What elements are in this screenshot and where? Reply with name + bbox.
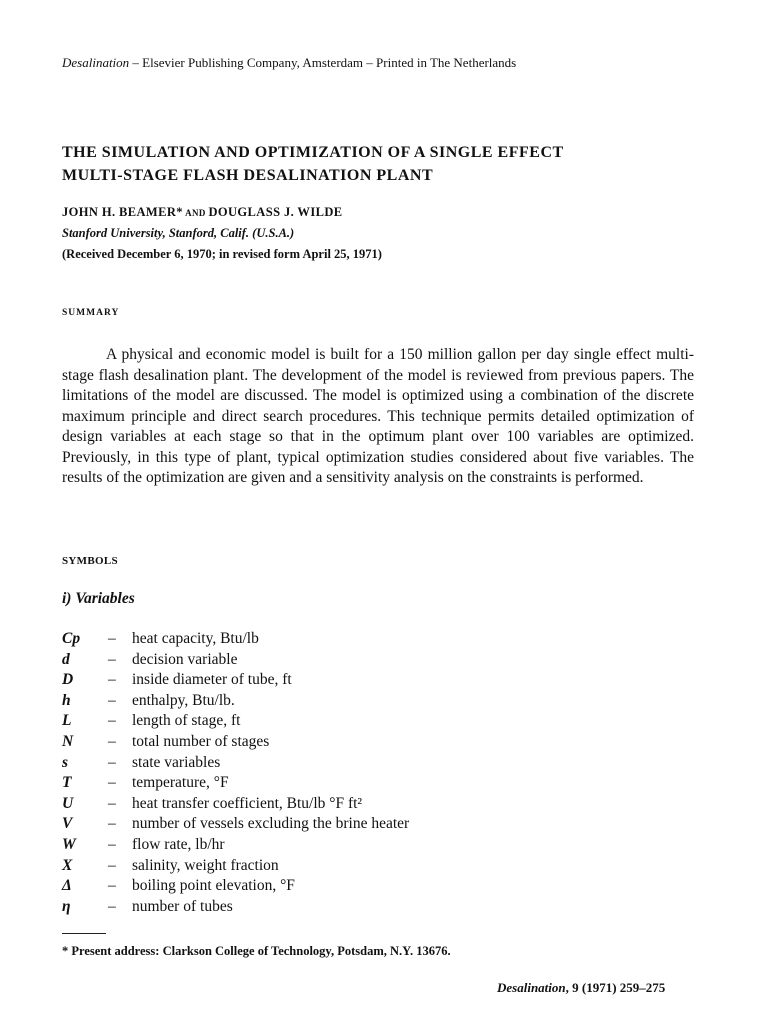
symbol: W — [62, 835, 76, 853]
symbol-description: state variables — [132, 753, 221, 771]
symbol-description: heat capacity, Btu/lb — [132, 630, 259, 647]
footer-journal: Desalination — [497, 980, 566, 995]
title-line-1: THE SIMULATION AND OPTIMIZATION OF A SINGLE EFFECT — [62, 144, 564, 161]
received-date: (Received December 6, 1970; in revised form April 25, 1971) — [62, 247, 382, 261]
header-publisher: – Elsevier Publishing Company, Amsterdam – Printed in The Netherlands — [129, 55, 517, 70]
variables-heading: i) Variables — [62, 590, 135, 607]
symbol: T — [62, 774, 72, 792]
symbol-description: decision variable — [132, 650, 238, 668]
summary-heading: SUMMARY — [62, 308, 120, 318]
symbol: V — [62, 815, 73, 833]
symbol: L — [62, 712, 72, 730]
symbol-row — [62, 835, 662, 856]
symbol: h — [62, 691, 71, 709]
symbol-dash: – — [108, 650, 116, 668]
page-footer — [497, 980, 665, 996]
footer-citation: , 9 (1971) 259–275 — [565, 980, 666, 995]
symbol-description: number of vessels excluding the brine heater — [132, 815, 410, 833]
symbol: X — [62, 856, 73, 874]
symbol-description: boiling point elevation, °F — [132, 877, 295, 895]
authors — [62, 205, 343, 220]
symbol-description: heat transfer coefficient, Btu/lb °F ft² — [132, 794, 363, 812]
symbol-dash: – — [108, 815, 116, 833]
symbol: η — [62, 897, 71, 915]
symbol-dash: – — [108, 856, 116, 874]
symbol-list — [62, 629, 662, 917]
symbol-row — [62, 650, 662, 671]
symbol-dash: – — [108, 630, 116, 647]
symbol-row — [62, 856, 662, 877]
symbol-dash: – — [108, 897, 116, 915]
symbol-row — [62, 711, 662, 732]
paper-title — [62, 141, 722, 187]
symbol-dash: – — [108, 774, 116, 792]
symbol-row — [62, 876, 662, 897]
symbol-description: flow rate, lb/hr — [132, 835, 225, 853]
symbol-row — [62, 670, 662, 691]
symbol: d — [62, 650, 70, 668]
symbol-row — [62, 794, 662, 815]
symbol: N — [62, 732, 74, 750]
symbol-row — [62, 773, 662, 794]
symbol-dash: – — [108, 794, 116, 812]
symbol-dash: – — [108, 671, 116, 689]
symbol-row — [62, 732, 662, 753]
symbol-dash: – — [108, 732, 116, 750]
header-journal: Desalination — [62, 55, 130, 70]
symbol-description: enthalpy, Btu/lb. — [132, 691, 235, 709]
symbol-dash: – — [108, 835, 116, 853]
symbols-heading: SYMBOLS — [62, 555, 118, 567]
running-header — [62, 55, 516, 71]
affiliation: Stanford University, Stanford, Calif. (U.S.A.) — [62, 226, 295, 240]
symbol-row — [62, 629, 662, 650]
symbol-description: salinity, weight fraction — [132, 856, 279, 874]
symbol: Δ — [62, 877, 72, 895]
author-2: DOUGLASS J. WILDE — [208, 205, 343, 219]
symbol-row — [62, 691, 662, 712]
symbol-description: number of tubes — [132, 897, 233, 915]
symbol-dash: – — [108, 691, 116, 709]
author-1: JOHN H. BEAMER* — [62, 205, 183, 219]
symbol-description: inside diameter of tube, ft — [132, 671, 292, 689]
symbol-row — [62, 897, 662, 918]
symbol-dash: – — [108, 753, 116, 771]
footnote-rule — [62, 933, 106, 934]
footnote: * Present address: Clarkson College of Technology, Potsdam, N.Y. 13676. — [62, 944, 451, 958]
title-line-2: MULTI-STAGE FLASH DESALINATION PLANT — [62, 167, 434, 184]
symbol: s — [62, 753, 69, 771]
symbol-dash: – — [108, 877, 116, 895]
symbol: U — [62, 794, 74, 812]
symbol-row — [62, 753, 662, 774]
author-and: AND — [182, 208, 209, 218]
summary-text: A physical and economic model is built for a 150 million gallon per day single effect multi-stage flash desalination plant. The development of the model is reviewed from previous papers. The limitations of the model are discussed. The model is optimized using a combination of the discrete maximum principle and direct search procedures. This technique permits detailed optimization of design variables at each stage so that in the optimum plant over 100 variables are optimized. Previously, in this type of plant, typical optimization studies considered about five variables. The results of the optimization are given and a sensitivity analysis on the constraints is performed. — [62, 346, 694, 486]
symbol-description: total number of stages — [132, 732, 270, 750]
symbol-row — [62, 814, 662, 835]
symbol: D — [62, 671, 74, 689]
symbol-description: temperature, °F — [132, 774, 229, 792]
symbol-description: length of stage, ft — [132, 712, 241, 730]
symbol-dash: – — [108, 712, 116, 730]
symbol: Cp — [62, 630, 81, 647]
